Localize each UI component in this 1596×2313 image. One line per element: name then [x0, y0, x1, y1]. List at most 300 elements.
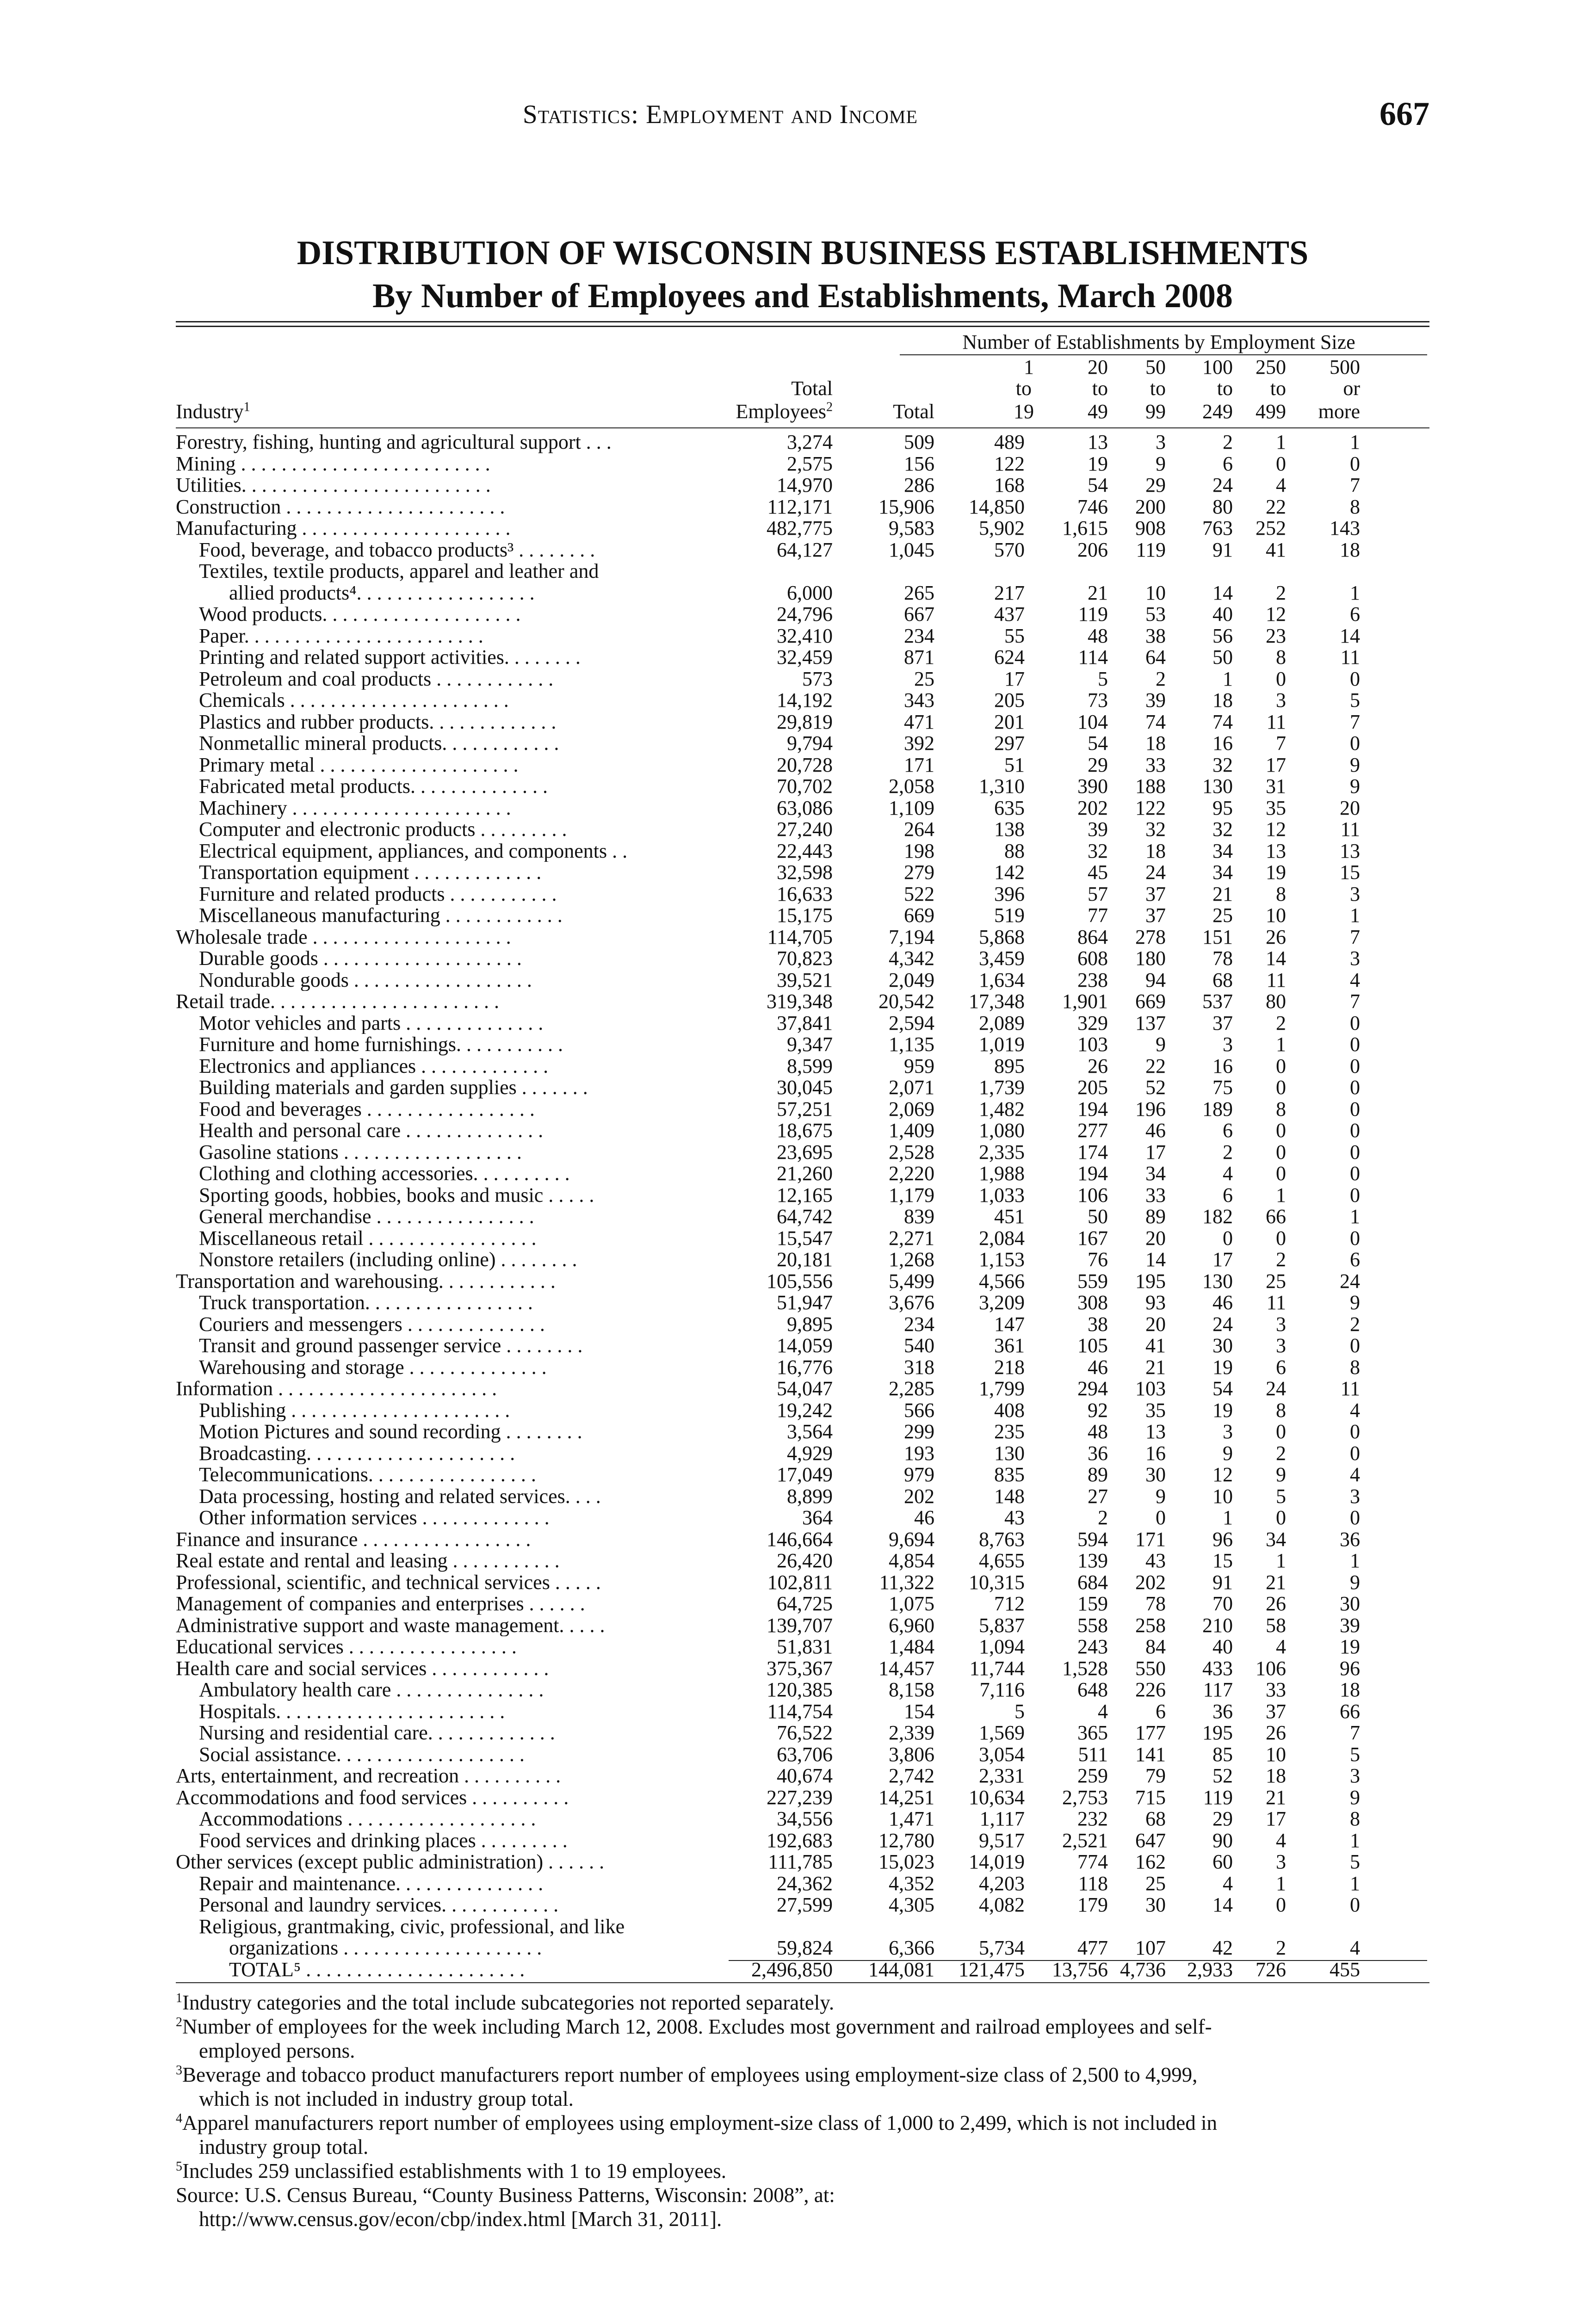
cell-size-1-19: 1,988 [979, 1162, 1025, 1185]
cell-size-500-plus: 0 [1350, 1226, 1360, 1249]
industry-label: Motor vehicles and parts . . . . . . . . . . . . . . [199, 1012, 544, 1034]
cell-size-50-99: 16 [1145, 1441, 1166, 1465]
cell-size-20-49: 54 [1088, 474, 1108, 496]
header-range-2-bot: 49 [1088, 400, 1108, 423]
cell-size-50-99: 9 [1156, 1033, 1166, 1056]
cell-total: 1,045 [889, 538, 934, 561]
industry-label: Wood products. . . . . . . . . . . . . . . . . . . . [199, 604, 521, 625]
table-row [176, 1314, 1429, 1336]
cell-employees: 8,599 [787, 1054, 833, 1077]
cell-total: 540 [904, 1334, 934, 1357]
cell-size-1-19: 122 [994, 452, 1025, 475]
cell-size-100-249: 91 [1212, 1571, 1233, 1594]
table-row [176, 1163, 1429, 1185]
cell-size-50-99: 13 [1145, 1420, 1166, 1443]
cell-size-500-plus: 18 [1340, 538, 1360, 561]
cell-total: 2,742 [889, 1764, 934, 1787]
cell-size-50-99: 30 [1145, 1463, 1166, 1486]
cell-total: 2,220 [889, 1162, 934, 1185]
cell-size-50-99: 79 [1145, 1764, 1166, 1787]
cell-size-100-249: 40 [1212, 1635, 1233, 1658]
cell-employees: 15,175 [777, 904, 833, 927]
cell-employees: 27,599 [777, 1893, 833, 1916]
cell-size-50-99: 162 [1135, 1850, 1166, 1873]
cell-employees: 375,367 [767, 1657, 833, 1680]
cell-size-20-49: 294 [1077, 1377, 1108, 1400]
cell-size-20-49: 2 [1098, 1506, 1108, 1529]
cell-size-50-99: 52 [1145, 1076, 1166, 1099]
table-row [176, 841, 1429, 862]
footnote-text: Beverage and tobacco product manufacturers report number of employees using employment-size class of 2,500 to 4,999, [182, 2063, 1198, 2086]
cell-size-500-plus: 0 [1350, 452, 1360, 475]
cell-size-250-499: 58 [1266, 1614, 1286, 1637]
table-row [176, 1916, 1429, 1938]
table-row [176, 1486, 1429, 1508]
cell-size-50-99: 53 [1145, 603, 1166, 625]
cell-size-50-99: 200 [1135, 495, 1166, 518]
table-row [176, 625, 1429, 647]
cell-total: 522 [904, 882, 934, 905]
cell-total: 265 [904, 581, 934, 604]
cell-size-1-19: 121,475 [959, 1958, 1025, 1981]
cell-size-100-249: 182 [1202, 1205, 1233, 1228]
industry-label: Accommodations . . . . . . . . . . . . . . . . . . . [199, 1808, 536, 1830]
cell-size-50-99: 10 [1145, 581, 1166, 604]
cell-size-100-249: 74 [1212, 710, 1233, 733]
cell-size-100-249: 4 [1223, 1872, 1233, 1895]
cell-size-50-99: 64 [1145, 646, 1166, 668]
cell-size-100-249: 60 [1212, 1850, 1233, 1873]
cell-size-20-49: 13,756 [1052, 1958, 1108, 1981]
cell-size-1-19: 1,739 [979, 1076, 1025, 1099]
header-range-5-mid: to [1270, 377, 1286, 400]
cell-employees: 120,385 [767, 1678, 833, 1701]
cell-size-100-249: 6 [1223, 1183, 1233, 1206]
cell-size-20-49: 159 [1077, 1592, 1108, 1615]
cell-size-500-plus: 5 [1350, 1743, 1360, 1766]
cell-size-20-49: 39 [1088, 818, 1108, 841]
cell-size-20-49: 13 [1088, 431, 1108, 453]
cell-size-50-99: 258 [1135, 1614, 1166, 1637]
header-range-4-top: 100 [1202, 356, 1233, 378]
cell-size-500-plus: 7 [1350, 474, 1360, 496]
industry-label: Miscellaneous manufacturing . . . . . . . . . . . . [199, 905, 563, 927]
cell-size-250-499: 12 [1266, 818, 1286, 841]
cell-size-50-99: 196 [1135, 1097, 1166, 1120]
cell-employees: 2,496,850 [751, 1958, 833, 1981]
cell-size-50-99: 25 [1145, 1872, 1166, 1895]
cell-size-20-49: 329 [1077, 1011, 1108, 1034]
industry-label: Nondurable goods . . . . . . . . . . . . . . . . . . [199, 969, 532, 991]
cell-total: 1,075 [889, 1592, 934, 1615]
cell-total: 2,058 [889, 775, 934, 798]
cell-size-50-99: 278 [1135, 925, 1166, 948]
cell-size-50-99: 137 [1135, 1011, 1166, 1034]
cell-size-1-19: 217 [994, 581, 1025, 604]
cell-employees: 23,695 [777, 1140, 833, 1163]
industry-label: Paper. . . . . . . . . . . . . . . . . . . . . . . . [199, 625, 483, 647]
cell-size-50-99: 2 [1156, 667, 1166, 690]
cell-size-250-499: 6 [1276, 1355, 1286, 1379]
table-row [176, 1249, 1429, 1271]
cell-size-500-plus: 0 [1350, 1334, 1360, 1357]
cell-size-250-499: 11 [1266, 710, 1286, 733]
table-row [176, 1142, 1429, 1163]
cell-size-500-plus: 7 [1350, 990, 1360, 1013]
industry-label: Food services and drinking places . . . . . . . . . [199, 1830, 568, 1851]
cell-size-50-99: 30 [1145, 1893, 1166, 1916]
cell-size-500-plus: 1 [1350, 1872, 1360, 1895]
cell-total: 156 [904, 452, 934, 475]
cell-size-20-49: 559 [1077, 1269, 1108, 1293]
table-row [176, 475, 1429, 496]
cell-size-100-249: 32 [1212, 818, 1233, 841]
footnote-line [176, 2015, 1429, 2039]
cell-size-500-plus: 11 [1340, 1377, 1360, 1400]
cell-size-20-49: 684 [1077, 1571, 1108, 1594]
cell-employees: 111,785 [768, 1850, 833, 1873]
industry-label: Retail trade. . . . . . . . . . . . . . . . . . . . . . . [176, 991, 500, 1013]
table-row [176, 1894, 1429, 1916]
footnote-line [176, 2159, 1429, 2183]
cell-total: 2,528 [889, 1140, 934, 1163]
cell-total: 6,366 [889, 1936, 934, 1959]
cell-total: 979 [904, 1463, 934, 1486]
table-row [176, 1271, 1429, 1293]
cell-size-1-19: 1,080 [979, 1119, 1025, 1142]
cell-size-50-99: 33 [1145, 1183, 1166, 1206]
cell-size-20-49: 390 [1077, 775, 1108, 798]
cell-size-250-499: 0 [1276, 1893, 1286, 1916]
cell-size-1-19: 5,868 [979, 925, 1025, 948]
cell-total: 144,081 [868, 1958, 934, 1981]
cell-size-1-19: 7,116 [979, 1678, 1025, 1701]
cell-size-50-99: 22 [1145, 1054, 1166, 1077]
cell-size-20-49: 1,901 [1062, 990, 1108, 1013]
cell-total: 3,676 [889, 1291, 934, 1314]
cell-size-500-plus: 9 [1350, 1571, 1360, 1594]
cell-total: 392 [904, 732, 934, 755]
cell-size-250-499: 24 [1266, 1377, 1286, 1400]
industry-label: Arts, entertainment, and recreation . . . . . . . . . . [176, 1765, 561, 1787]
table-row [176, 1013, 1429, 1034]
cell-size-20-49: 167 [1077, 1226, 1108, 1249]
cell-size-100-249: 29 [1212, 1807, 1233, 1830]
industry-label: Food and beverages . . . . . . . . . . . . . . . . . [199, 1098, 535, 1120]
cell-size-250-499: 252 [1256, 517, 1286, 539]
cell-size-500-plus: 18 [1340, 1678, 1360, 1701]
cell-size-20-49: 2,521 [1062, 1829, 1108, 1852]
cell-size-500-plus: 0 [1350, 1893, 1360, 1916]
industry-label: Publishing . . . . . . . . . . . . . . . . . . . . . . [199, 1399, 510, 1421]
header-bottom-rule [176, 427, 1429, 428]
cell-size-1-19: 1,153 [979, 1248, 1025, 1271]
cell-size-500-plus: 1 [1350, 1205, 1360, 1228]
cell-size-250-499: 1 [1276, 1183, 1286, 1206]
running-title: Statistics: Employment and Income [523, 100, 918, 129]
cell-total: 509 [904, 431, 934, 453]
footnote-text: industry group total. [199, 2135, 369, 2158]
cell-size-500-plus: 30 [1340, 1592, 1360, 1615]
table-row [176, 432, 1429, 453]
cell-employees: 4,929 [787, 1441, 833, 1465]
running-head [0, 95, 1596, 136]
cell-size-250-499: 35 [1266, 796, 1286, 819]
cell-size-100-249: 12 [1212, 1463, 1233, 1486]
cell-size-1-19: 235 [994, 1420, 1025, 1443]
cell-size-50-99: 103 [1135, 1377, 1166, 1400]
industry-label: Machinery . . . . . . . . . . . . . . . . . . . . . . [199, 797, 511, 819]
cell-employees: 14,192 [777, 689, 833, 711]
cell-size-20-49: 179 [1077, 1893, 1108, 1916]
cell-size-20-49: 89 [1088, 1463, 1108, 1486]
cell-size-250-499: 5 [1276, 1484, 1286, 1508]
cell-size-50-99: 33 [1145, 753, 1166, 776]
source-line: Source: U.S. Census Bureau, “County Business Patterns, Wisconsin: 2008”, at: [176, 2183, 835, 2207]
cell-size-50-99: 68 [1145, 1807, 1166, 1830]
table-row [176, 1636, 1429, 1658]
table-row [176, 1851, 1429, 1873]
cell-size-20-49: 104 [1077, 710, 1108, 733]
table-row [176, 604, 1429, 625]
cell-employees: 16,633 [777, 882, 833, 905]
cell-size-250-499: 12 [1266, 603, 1286, 625]
footnote-line [176, 2039, 1429, 2063]
cell-size-20-49: 206 [1077, 538, 1108, 561]
header-range-6-mid: or [1343, 377, 1360, 400]
cell-total: 234 [904, 1312, 934, 1336]
cell-employees: 2,575 [787, 452, 833, 475]
industry-label: Textiles, textile products, apparel and leather and [199, 561, 599, 582]
cell-size-500-plus: 2 [1350, 1312, 1360, 1336]
industry-label: Durable goods . . . . . . . . . . . . . . . . . . . . [199, 948, 522, 970]
cell-size-250-499: 2 [1276, 581, 1286, 604]
cell-size-250-499: 4 [1276, 1635, 1286, 1658]
cell-size-50-99: 32 [1145, 818, 1166, 841]
cell-size-50-99: 74 [1145, 710, 1166, 733]
cell-size-100-249: 24 [1212, 1312, 1233, 1336]
cell-size-20-49: 48 [1088, 624, 1108, 647]
cell-employees: 192,683 [767, 1829, 833, 1852]
cell-size-250-499: 0 [1276, 452, 1286, 475]
table-title: DISTRIBUTION OF WISCONSIN BUSINESS ESTABLISHMENTS [297, 234, 1309, 272]
cell-size-1-19: 437 [994, 603, 1025, 625]
footnote-mark: 2 [176, 2015, 182, 2029]
cell-size-20-49: 238 [1077, 968, 1108, 991]
cell-size-20-49: 194 [1077, 1162, 1108, 1185]
cell-total: 279 [904, 861, 934, 884]
cell-size-1-19: 147 [994, 1312, 1025, 1336]
cell-size-50-99: 715 [1135, 1786, 1166, 1809]
cell-size-250-499: 33 [1266, 1678, 1286, 1701]
industry-label: Clothing and clothing accessories. . . . . . . . . . [199, 1163, 570, 1185]
industry-label: Utilities. . . . . . . . . . . . . . . . . . . . . . . . . [176, 475, 491, 496]
cell-size-50-99: 122 [1135, 796, 1166, 819]
header-employees: Employees$^2$ [736, 400, 833, 423]
cell-size-20-49: 308 [1077, 1291, 1108, 1314]
cell-employees: 139,707 [767, 1614, 833, 1637]
cell-size-500-plus: 5 [1350, 689, 1360, 711]
cell-size-20-49: 174 [1077, 1140, 1108, 1163]
table-row [176, 1593, 1429, 1615]
cell-employees: 64,127 [777, 538, 833, 561]
cell-employees: 26,420 [777, 1549, 833, 1572]
cell-size-50-99: 18 [1145, 839, 1166, 862]
industry-label: Plastics and rubber products. . . . . . . . . . . . . [199, 711, 557, 733]
cell-total: 1,268 [889, 1248, 934, 1271]
cell-size-1-19: 201 [994, 710, 1025, 733]
cell-size-50-99: 78 [1145, 1592, 1166, 1615]
cell-size-1-19: 3,209 [979, 1291, 1025, 1314]
cell-total: 2,069 [889, 1097, 934, 1120]
cell-size-500-plus: 143 [1330, 517, 1360, 539]
industry-label: Telecommunications. . . . . . . . . . . . . . . . . [199, 1464, 536, 1486]
table-row [176, 1077, 1429, 1099]
cell-size-20-49: 232 [1077, 1807, 1108, 1830]
table-row [176, 1550, 1429, 1572]
footnote-text: Includes 259 unclassified establishments with 1 to 19 employees. [182, 2159, 727, 2183]
cell-size-250-499: 3 [1276, 1850, 1286, 1873]
cell-size-250-499: 8 [1276, 1097, 1286, 1120]
cell-employees: 16,776 [777, 1355, 833, 1379]
table-row [176, 1722, 1429, 1744]
cell-size-250-499: 14 [1266, 947, 1286, 970]
header-employees-top: Total [791, 377, 833, 400]
cell-employees: 18,675 [777, 1119, 833, 1142]
industry-label: Electrical equipment, appliances, and components . . [199, 840, 628, 862]
footnotes [176, 1991, 1429, 2231]
header-range-3-top: 50 [1145, 356, 1166, 378]
cell-size-500-plus: 8 [1350, 495, 1360, 518]
cell-size-100-249: 189 [1202, 1097, 1233, 1120]
cell-size-1-19: 835 [994, 1463, 1025, 1486]
cell-total: 193 [904, 1441, 934, 1465]
cell-size-20-49: 4 [1098, 1700, 1108, 1723]
industry-label: Furniture and related products . . . . . . . . . . . [199, 883, 557, 905]
cell-size-100-249: 21 [1212, 882, 1233, 905]
cell-size-100-249: 195 [1202, 1721, 1233, 1744]
cell-size-250-499: 18 [1266, 1764, 1286, 1787]
cell-size-500-plus: 0 [1350, 1033, 1360, 1056]
cell-size-1-19: 1,569 [979, 1721, 1025, 1744]
cell-size-500-plus: 66 [1340, 1700, 1360, 1723]
cell-size-50-99: 6 [1156, 1700, 1166, 1723]
cell-size-1-19: 297 [994, 732, 1025, 755]
cell-size-500-plus: 5 [1350, 1850, 1360, 1873]
cell-size-500-plus: 20 [1340, 796, 1360, 819]
cell-total: 1,109 [889, 796, 934, 819]
cell-employees: 70,823 [777, 947, 833, 970]
table-body [176, 432, 1429, 1980]
cell-size-1-19: 14,019 [969, 1850, 1025, 1873]
cell-total: 299 [904, 1420, 934, 1443]
cell-total: 1,484 [889, 1635, 934, 1658]
cell-total: 234 [904, 624, 934, 647]
cell-size-1-19: 8,763 [979, 1528, 1025, 1551]
cell-size-100-249: 2 [1223, 1140, 1233, 1163]
cell-employees: 482,775 [767, 517, 833, 539]
industry-label: Manufacturing . . . . . . . . . . . . . . . . . . . . . [176, 518, 511, 539]
cell-size-20-49: 92 [1088, 1398, 1108, 1422]
industry-label: Construction . . . . . . . . . . . . . . . . . . . . . . [176, 496, 505, 518]
cell-size-1-19: 635 [994, 796, 1025, 819]
cell-size-500-plus: 0 [1350, 1076, 1360, 1099]
cell-size-500-plus: 4 [1350, 1936, 1360, 1959]
cell-employees: 30,045 [777, 1076, 833, 1099]
cell-employees: 57,251 [777, 1097, 833, 1120]
cell-size-50-99: 93 [1145, 1291, 1166, 1314]
cell-size-100-249: 32 [1212, 753, 1233, 776]
cell-size-250-499: 19 [1266, 861, 1286, 884]
header-range-3-bot: 99 [1145, 400, 1166, 423]
cell-size-50-99: 226 [1135, 1678, 1166, 1701]
cell-total: 4,305 [889, 1893, 934, 1916]
cell-size-20-49: 139 [1077, 1549, 1108, 1572]
table-row [176, 1615, 1429, 1637]
cell-size-20-49: 511 [1078, 1743, 1108, 1766]
cell-size-100-249: 119 [1203, 1786, 1233, 1809]
cell-size-100-249: 36 [1212, 1700, 1233, 1723]
industry-label: organizations . . . . . . . . . . . . . . . . . . . . [229, 1937, 542, 1959]
table-subtitle: By Number of Employees and Establishments, March 2008 [372, 277, 1233, 315]
cell-size-500-plus: 8 [1350, 1355, 1360, 1379]
table-row [176, 1830, 1429, 1852]
cell-size-50-99: 39 [1145, 689, 1166, 711]
header-range-3-mid: to [1150, 377, 1166, 400]
cell-size-500-plus: 39 [1340, 1614, 1360, 1637]
cell-size-500-plus: 14 [1340, 624, 1360, 647]
header-range-1-mid: to [1015, 377, 1032, 400]
industry-label: Warehousing and storage . . . . . . . . . . . . . . [199, 1356, 547, 1378]
industry-label: Accommodations and food services . . . . . . . . . . [176, 1787, 569, 1808]
table-row [176, 1378, 1429, 1400]
cell-size-250-499: 17 [1266, 753, 1286, 776]
cell-size-500-plus: 36 [1340, 1528, 1360, 1551]
cell-size-50-99: 195 [1135, 1269, 1166, 1293]
cell-size-100-249: 85 [1212, 1743, 1233, 1766]
cell-size-500-plus: 455 [1330, 1958, 1360, 1981]
cell-total: 1,135 [889, 1033, 934, 1056]
cell-size-500-plus: 9 [1350, 1786, 1360, 1809]
cell-employees: 40,674 [777, 1764, 833, 1787]
cell-size-250-499: 26 [1266, 1592, 1286, 1615]
cell-total: 4,342 [889, 947, 934, 970]
cell-size-500-plus: 1 [1350, 431, 1360, 453]
cell-size-50-99: 41 [1145, 1334, 1166, 1357]
cell-size-250-499: 26 [1266, 925, 1286, 948]
cell-size-20-49: 5 [1098, 667, 1108, 690]
footnote-line [176, 1991, 1429, 2015]
cell-employees: 12,165 [777, 1183, 833, 1206]
cell-size-500-plus: 96 [1340, 1657, 1360, 1680]
cell-size-500-plus: 8 [1350, 1807, 1360, 1830]
cell-size-1-19: 712 [994, 1592, 1025, 1615]
cell-size-250-499: 10 [1266, 904, 1286, 927]
cell-size-500-plus: 0 [1350, 1140, 1360, 1163]
cell-size-1-19: 5,837 [979, 1614, 1025, 1637]
cell-size-500-plus: 0 [1350, 1119, 1360, 1142]
cell-size-100-249: 2 [1223, 431, 1233, 453]
cell-size-20-49: 46 [1088, 1355, 1108, 1379]
footnote-line [176, 2135, 1429, 2159]
cell-total: 2,271 [889, 1226, 934, 1249]
cell-size-50-99: 46 [1145, 1119, 1166, 1142]
cell-size-1-19: 14,850 [969, 495, 1025, 518]
cell-total: 4,854 [889, 1549, 934, 1572]
cell-employees: 573 [802, 667, 833, 690]
cell-size-50-99: 3 [1156, 431, 1166, 453]
cell-employees: 21,260 [777, 1162, 833, 1185]
